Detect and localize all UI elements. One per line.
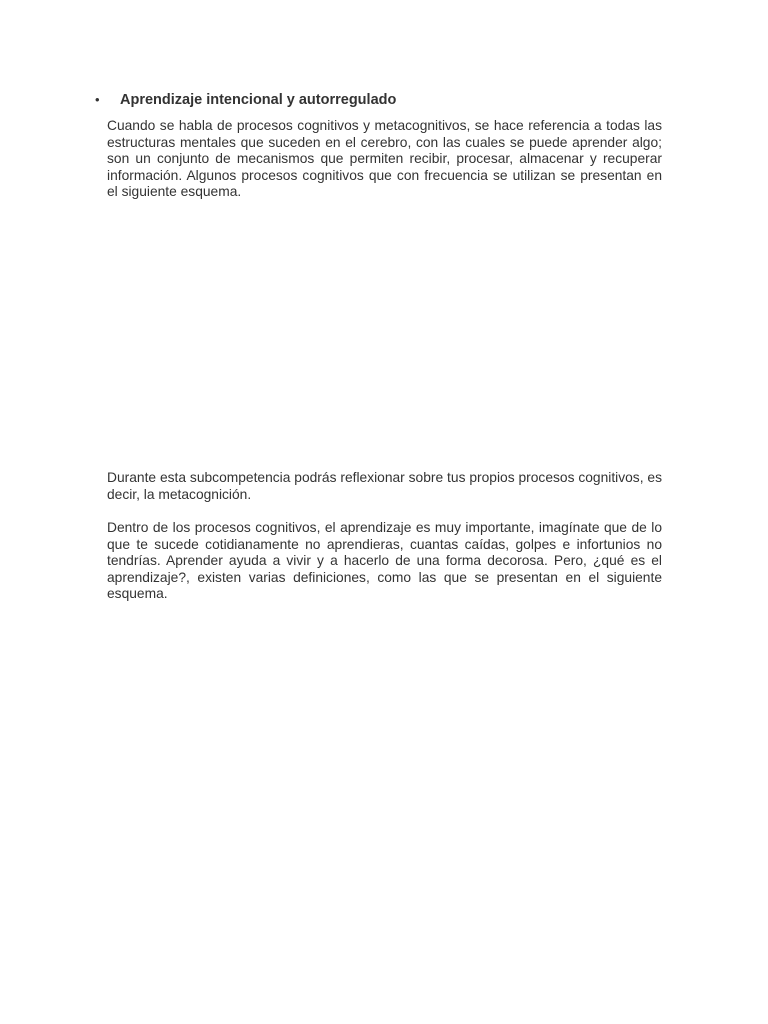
paragraph-metacognition: Durante esta subcompetencia podrás reflexionar sobre tus propios procesos cognitivos, es decir, la metacognición. (107, 470, 662, 502)
section-heading-row (95, 92, 396, 108)
bullet-icon: • (95, 92, 100, 107)
schema-placeholder-1 (107, 210, 662, 460)
section-heading: Aprendizaje intencional y autorregulado (120, 92, 397, 108)
paragraph-learning: Dentro de los procesos cognitivos, el aprendizaje es muy importante, imagínate que de lo que te sucede cotidianamente no aprendieras, cuantas caídas, golpes e infortunios no tendrías. Aprender ayuda a vivir y a hacerlo de una forma decorosa. Pero, ¿qué es el aprendizaje?, existen varias definiciones, como las que se presentan en el siguiente esquema. (107, 520, 662, 602)
paragraph-cognitive-processes: Cuando se habla de procesos cognitivos y metacognitivos, se hace referencia a todas las estructuras mentales que suceden en el cerebro, con las cuales se puede aprender algo; son un conjunto de mecanismos que permiten recibir, procesar, almacenar y recuperar información. Algunos procesos cognitivos que con frecuencia se utilizan se presentan en el siguiente esquema. (107, 118, 662, 200)
schema-placeholder-2 (107, 612, 662, 992)
